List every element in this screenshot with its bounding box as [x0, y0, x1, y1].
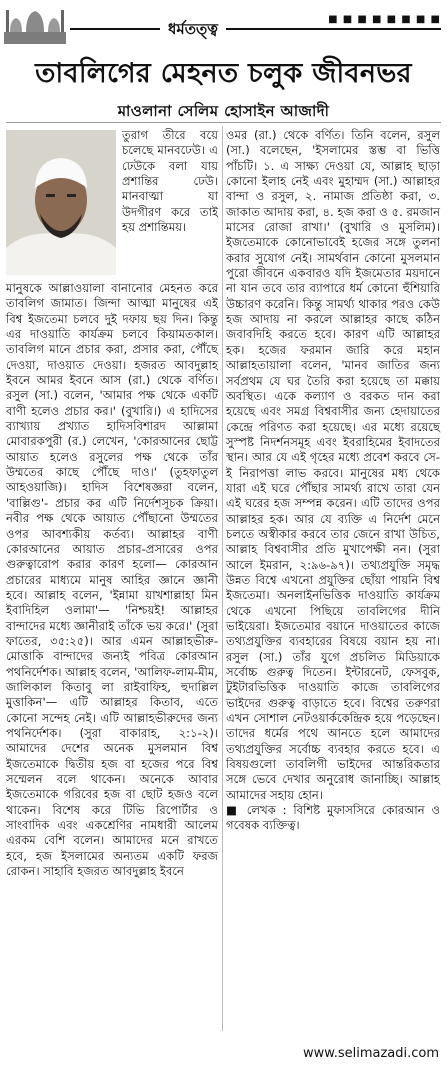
article-author: মাওলানা সেলিম হোসাইন আজাদী	[117, 102, 330, 120]
section-rule	[70, 28, 441, 30]
title-rule	[6, 122, 441, 123]
section-dots: ■ ■ ■ ■ ■ ■ ■ ■	[328, 14, 441, 25]
intro-paragraph: তুরাগ তীরে বয়ে চলেছে মানবঢেউ। এ ঢেউকে বলা যায় প্রশান্তির ঢেউ। মানবাত্মা যা উদগীরণ করে তাই হয় প্রশান্তিময়।	[122, 128, 218, 235]
article-title: তাবলিগের মেহনত চলুক জীবনভর	[35, 58, 412, 89]
right-column	[226, 128, 440, 834]
right-column-text: ওমর (রা.) থেকে বর্ণিত। তিনি বলেন, রসুল (সা.) বলেছেন, 'ইসলামের স্তম্ভ বা ভিত্তি পাঁচটি। ১. এ সাক্ষ্য দেওয়া যে, আল্লাহ ছাড়া কোনো ইলাহ নেই এবং মুহাম্মদ (সা.) আল্লাহর বান্দা ও রসুল, ২. নামাজ প্রতিষ্ঠা করা, ৩. জাকাত আদায় করা, ৪. হজ করা ও ৫. রমজান মাসের রোজা রাখা।' (বুখারি ও মুসলিম)। ইজতেমাকে কোনোভাবেই হজের সঙ্গে তুলনা করার সুযোগ নেই। সামর্থবান কোনো মুসলমান পুরো জীবনে একবারও যদি ইজমেতার ময়দানে না যান তবে তার ব্যাপারে ধর্ম কোনো হুঁশিয়ারি উচ্চারণ করেনি। কিন্তু সামর্থ্য থাকার পরও কেউ হজ আদায় না করলে আল্লাহর কাছে কঠিন জবাবদিহি করতে হবে। কারণ এটি আল্লাহর হক। হজের ফরমান জারি করে মহান আল্লাহতায়ালা বলেন, 'মানব জাতির জন্য সর্বপ্রথম যে ঘর তৈরি করা হয়েছে তা মক্কায় অবস্থিত। একে কল্যাণ ও বরকত দান করা হয়েছে এবং সমগ্র বিশ্ববাসীর জন্য হেদায়াতের কেন্দ্রে পরিণত করা হয়েছে। এর মধ্যে রয়েছে সুস্পষ্ট নিদর্শনসমূহ এবং ইবরাহিমের ইবাদতের স্থান। আর যে এই গৃহের মধ্যে প্রবেশ করবে সে-ই নিরাপত্তা লাভ করবে। মানুষের মধ্য থেকে যারা এই ঘরে পৌঁছার সামর্থ্য রাখে তারা যেন এই ঘরের হজ সম্পন্ন করেন। এটি তাদের ওপর আল্লাহর হক। আর যে ব্যক্তি এ নির্দেশ মেনে চলতে অস্বীকার করবে তার জেনে রাখা উচিত, আল্লাহ বিশ্ববাসীর প্রতি মুখাপেক্ষী নন। (সুরা আলে ইমরান, ২:৯৬-৯৭)। তথ্যপ্রযুক্তি সমৃদ্ধ উন্নত বিশ্বে এখনো প্রযুক্তির ছোঁয়া পায়নি বিশ্ব ইজতেমা। অনলাইনভিত্তিক দাওয়াতি কার্যক্রম থেকে এখনো পিছিয়ে তাবলিগের দীনি ভাইয়েরা। ইজতেমার বয়ানে দাওয়াতের কাজে তথ্যপ্রযুক্তির ব্যবহারের বিষয়ে বয়ান হয় না। রসুল (সা.) তাঁর যুগে প্রচলিত মিডিয়াকে সর্বোচ্চ গুরুত্ব দিতেন। ইন্টারনেট, ফেসবুক, টুইটারভিত্তিক দাওয়াতি কাজে তাবলিগের ভাইদের গুরুত্ব বাড়াতে হবে। বিশ্বের তরুণরা এখন সোশাল নেটওয়ার্ককেন্দ্রিক হয়ে পড়েছেন। তাদের ধর্মের পথে আনতে হলে আমাদের তথ্যপ্রযুক্তির সর্বোচ্চ ব্যবহার করতে হবে। এ বিষয়গুলো তাবলিগী ভাইদের আন্তরিকতার সঙ্গে ভেবে দেখার অনুরোধ জানাচ্ছি। আল্লাহ আমাদের সহায় হোন।	[226, 128, 440, 802]
section-label: ধর্মতত্ত্ব	[160, 18, 226, 43]
website-footer: www.selimazadi.com	[302, 1046, 439, 1061]
column-divider	[222, 126, 223, 1031]
author-portrait-image	[6, 130, 116, 275]
intro-column	[122, 128, 218, 235]
left-column	[6, 281, 218, 879]
author-note: ■ লেখক : বিশিষ্ট মুফাসসিরে কোরআন ও গবেষক ব্যক্তিত্ব।	[226, 803, 440, 833]
section-header	[0, 0, 447, 52]
mosque-icon	[4, 6, 66, 44]
left-column-text: মানুষকে আল্লাওয়ালা বানানোর মেহনত করে তাবলিগ জামাত। জিন্দা আত্মা মানুষের এই বিশ্ব ইজতেমা চলবে দুই দফায় ছয় দিন। কিন্তু এর দাওয়াতি কার্যক্রম চলবে কিয়ামতকাল। তাবলিগ মানে প্রচার করা, প্রসার করা, পৌঁছে দেওয়া, দাওয়াত দেওয়া। হজরত আবদুল্লাহ ইবনে আমর ইবনে আস (রা.) থেকে বর্ণিত। রসুল (সা.) বলেন, 'আমার পক্ষ থেকে একটি বাণী হলেও প্রচার কর।' (বুখারি।) এ হাদিসের ব্যাখ্যায় প্রখ্যাত হাদিসবিশারদ আল্লামা মোবারকপুরী (র.) লেখেন, 'কোরআনের ছোট্ট আয়াত হলেও রসুলের পক্ষ থেকে তাঁর উম্মতের কাছে পৌঁছে দাও।' (তুহফাতুল আহওয়াজি)। হাদিস বিশেষজ্ঞরা বলেন, 'বাল্লিগু'- প্রচার কর এটি নির্দেশসূচক ক্রিয়া। নবীর পক্ষ থেকে আয়াত পৌঁছানো উম্মতের ওপর আবশ্যকীয় কর্তব্য। আল্লাহর বাণী কোরআনের আয়াত প্রচার-প্রসারের ওপর গুরুত্বারোপ করার কারণ হলো— কোরআন প্রচারের মাধ্যমে মানুষ আহির জ্ঞানে জ্ঞানী হবে। আল্লাহ বলেন, 'ইন্নামা য়াখশাল্লাহা মিন ইবাদিহিল ওলামা'— 'নিশ্চয়ই! আল্লাহর বান্দাদের মধ্যে জ্ঞানীরাই তাঁকে ভয় করে।' (সুরা ফাতের, ৩৫:২৫)। আর এমন আল্লাহভীরু-মোত্তাকি বান্দাদের জন্যই পবিত্র কোরআন পথনির্দেশক। আল্লাহ বলেন, 'আলিফ-লাম-মীম, জালিকাল কিতাবু লা রাইবাফিহ, হুদাল্লিল মুত্তাকিন'— এটি আল্লাহর কিতাব, এতে কোনো সন্দেহ নেই। এটি আল্লাহভীরুদের জন্য পথনির্দেশক। (সুরা বাকারাহ, ২:১-২)। আমাদের দেশের অনেক মুসলমান বিশ্ব ইজতেমাকে দ্বিতীয় হজ বা হজের পরে বিশ্ব সম্মেলন বলে থাকেন। অনেকে আবার ইজতেমাকে গরিবের হজ বা ছোট হজও বলে থাকেন। বিশেষ করে টিভি রিপোর্টার ও সাংবাদিক এবং একশ্রেণির নামধারী আলেম এরকম বেশি বলেন। আমাদের মনে রাখতে হবে, হজ ইসলামের অন্যতম একটি ফরজ রোকন। সাহাবি হজরত আবদুল্লাহ ইবনে	[6, 281, 218, 879]
author-photo	[6, 130, 116, 275]
